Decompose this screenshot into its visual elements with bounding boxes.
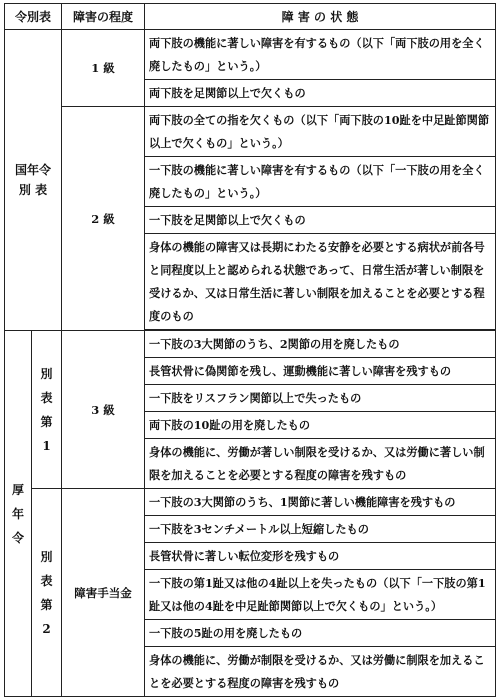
law-table1	[32, 331, 62, 489]
condition-cell: 一下肢を足関節以上で欠くもの	[145, 207, 496, 234]
table-row	[5, 30, 496, 80]
grade-2: 2 級	[62, 107, 145, 331]
law-table2-char: 第	[40, 597, 53, 612]
law-table2	[32, 489, 62, 697]
law-table2-char: 2	[42, 621, 51, 636]
condition-cell: 長管状骨に著しい転位変形を残すもの	[145, 543, 496, 570]
grade-3: 3 級	[62, 331, 145, 489]
condition-cell: 長管状骨に偽関節を残し、運動機能に著しい障害を残すもの	[145, 358, 496, 385]
grade-1: 1 級	[62, 30, 145, 107]
header-row	[5, 4, 496, 30]
table-row	[5, 107, 496, 157]
condition-cell: 身体の機能に、労働が制限を受けるか、又は労働に制限を加えることを必要とする程度の障害を残すもの	[145, 647, 496, 697]
law-kokunen	[5, 30, 62, 331]
law-kounen	[5, 331, 32, 697]
header-law: 令別表	[5, 4, 62, 30]
law-kokunen-line1: 国年令	[15, 163, 52, 177]
disability-table	[4, 3, 496, 697]
condition-cell: 身体の機能に、労働が著しい制限を受けるか、又は労働に著しい制限を加えることを必要とする程度の障害を残すもの	[145, 439, 496, 489]
condition-cell: 一下肢の機能に著しい障害を有するもの（以下「一下肢の用を全く廃したもの」という。）	[145, 157, 496, 207]
condition-cell: 両下肢の全ての指を欠くもの（以下「両下肢の10趾を中足趾節関節以上で欠くもの」という。）	[145, 107, 496, 157]
law-kounen-char: 年	[11, 506, 24, 521]
condition-cell: 一下肢をリスフラン関節以上で失ったもの	[145, 385, 496, 412]
header-condition: 障 害 の 状 態	[145, 4, 496, 30]
condition-cell: 一下肢の第1趾又は他の4趾以上を失ったもの（以下「一下肢の第1趾又は他の4趾を中足趾節関節以上で欠くもの」という。）	[145, 570, 496, 620]
law-kounen-char: 令	[11, 530, 24, 545]
condition-cell: 一下肢の5趾の用を廃したもの	[145, 620, 496, 647]
table-row	[5, 331, 496, 358]
condition-cell: 一下肢の3大関節のうち、2関節の用を廃したもの	[145, 331, 496, 358]
condition-cell: 一下肢を3センチメートル以上短縮したもの	[145, 516, 496, 543]
law-kokunen-line2: 別 表	[18, 183, 48, 197]
law-table2-char: 表	[40, 573, 53, 588]
condition-cell: 両下肢の10趾の用を廃したもの	[145, 412, 496, 439]
table-row	[5, 489, 496, 516]
law-table2-char: 別	[40, 549, 53, 564]
law-table1-char: 1	[42, 438, 51, 453]
condition-cell: 身体の機能の障害又は長期にわたる安静を必要とする病状が前各号と同程度以上と認められる状態であって、日常生活が著しい制限を受けるか、又は日常生活に著しい制限を加えることを必要とする程度のもの	[145, 234, 496, 330]
law-table1-char: 表	[40, 390, 53, 405]
law-kounen-char: 厚	[11, 482, 24, 497]
header-degree: 障害の程度	[62, 4, 145, 30]
condition-cell: 両下肢の機能に著しい障害を有するもの（以下「両下肢の用を全く廃したもの」という。）	[145, 30, 496, 80]
condition-cell: 両下肢を足関節以上で欠くもの	[145, 80, 496, 107]
law-table1-char: 第	[40, 414, 53, 429]
grade-allowance: 障害手当金	[62, 489, 145, 697]
condition-cell: 一下肢の3大関節のうち、1関節に著しい機能障害を残すもの	[145, 489, 496, 516]
law-table1-char: 別	[40, 366, 53, 381]
